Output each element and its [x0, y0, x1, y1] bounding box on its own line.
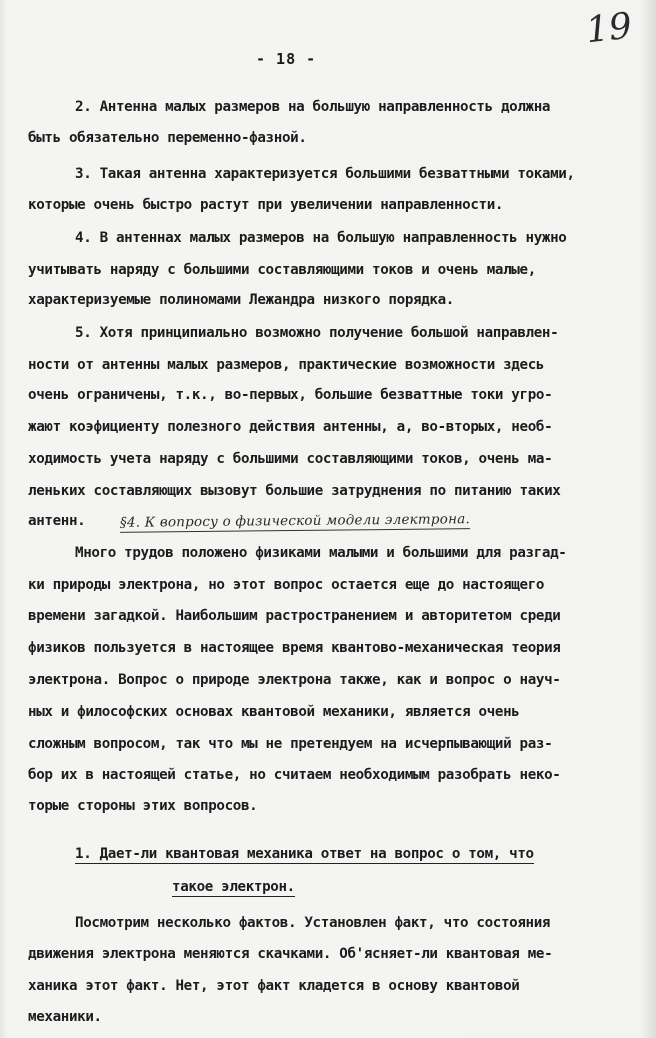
text-line: характеризуемые полиномами Лежандра низкого порядка. [28, 292, 454, 308]
text-line: механики. [28, 1009, 102, 1025]
text-line: учитывать наряду с большими составляющими токов и очень малые, [28, 262, 536, 278]
text-line: торые стороны этих вопросов. [28, 798, 258, 814]
text-line: которые очень быстро растут при увеличении направленности. [28, 197, 504, 213]
text-line: очень ограничены, т.к., во-первых, большие безваттные токи угро- [28, 387, 553, 403]
text-line: 5. Хотя принципиально возможно получение большой направлен- [75, 325, 559, 341]
text-line: электрона. Вопрос о природе электрона также, как и вопрос о науч- [28, 672, 561, 688]
archive-page-number: 19 [583, 5, 634, 52]
text-line: ходимость учета наряду с большими составляющими токов, очень ма- [28, 451, 553, 467]
text-line: жают коэфициенту полезного действия антенны, а, во-вторых, необ- [28, 419, 553, 435]
text-line: физиков пользуется в настоящее время квантово-механическая теория [28, 640, 561, 656]
text-line: Много трудов положено физиками малыми и большими для разгад- [75, 545, 567, 561]
handwritten-section-heading: §4. К вопросу о физической модели электрона. [119, 511, 470, 531]
subsection-heading-line-1: 1. Дает-ли квантовая механика ответ на вопрос о том, что [75, 846, 534, 862]
text-line: ки природы электрона, но этот вопрос остается еще до настоящего [28, 577, 545, 593]
text-line: бор их в настоящей статье, но считаем необходимым разобрать неко- [28, 767, 561, 783]
text-line: ности от антенны малых размеров, практические возможности здесь [28, 357, 545, 373]
subsection-heading-line-2: такое электрон. [172, 879, 295, 895]
text-line: 3. Такая антенна характеризуется большими безваттными токами, [75, 166, 575, 182]
text-line: ных и философских основах квантовой механики, является очень [28, 704, 520, 720]
text-line: движения электрона меняются скачками. Об'ясняет-ли квантовая ме- [28, 946, 553, 962]
text-line: 2. Антенна малых размеров на большую направленность должна [75, 99, 551, 115]
text-line: леньких составляющих вызовут большие затруднения по питанию таких [28, 483, 561, 499]
page-number: - 18 - [256, 50, 317, 68]
text-line: антенн. [28, 513, 86, 529]
text-line: времени загадкой. Наибольшим растространением и авторитетом среди [28, 608, 561, 624]
text-line: быть обязательно переменно-фазной. [28, 130, 307, 146]
text-line: сложным вопросом, так что мы не претендуем на исчерпывающий раз- [28, 736, 553, 752]
text-line: ханика этот факт. Нет, этот факт кладется в основу квантовой [28, 978, 520, 994]
text-line: Посмотрим несколько фактов. Установлен факт, что состояния [75, 915, 551, 931]
text-line: 4. В антеннах малых размеров на большую направленность нужно [75, 230, 567, 246]
